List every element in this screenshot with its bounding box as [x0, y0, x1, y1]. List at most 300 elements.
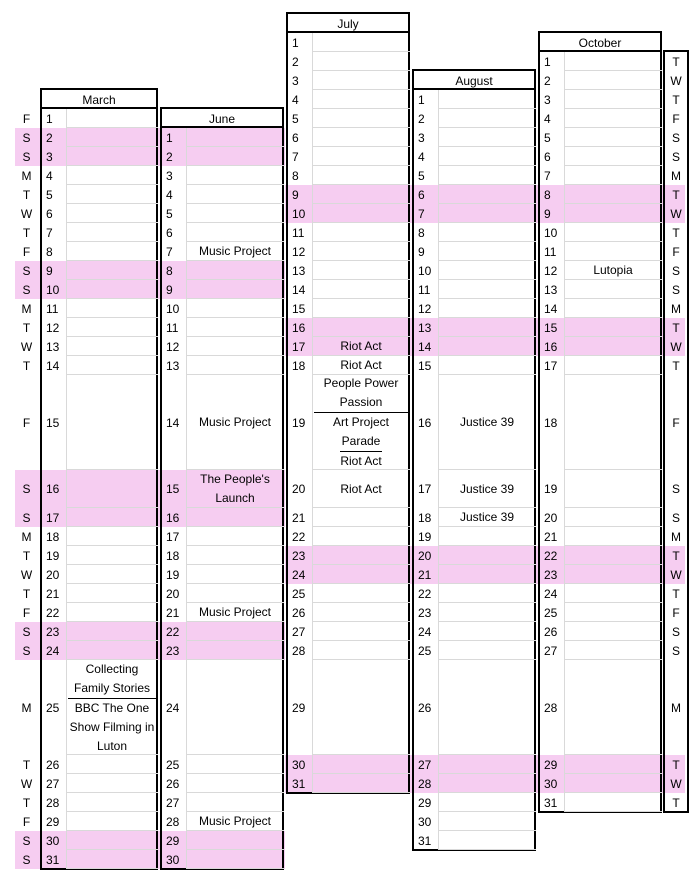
day-number-august: 6	[418, 187, 425, 202]
day-number-july: 31	[292, 776, 306, 791]
day-number-march: 5	[46, 187, 53, 202]
right-day-of-week: S	[671, 149, 680, 164]
day-number-june: 6	[166, 225, 173, 240]
day-number-july: 7	[292, 149, 299, 164]
row-gridline	[564, 222, 662, 223]
event-label: Justice 39	[459, 510, 515, 524]
row-gridline	[312, 165, 410, 166]
row-gridline	[186, 640, 284, 641]
day-number-august: 31	[418, 833, 432, 848]
month-separator	[438, 90, 439, 850]
event-label: Music Project	[198, 244, 272, 258]
left-day-of-week: S	[22, 482, 31, 496]
row-gridline	[312, 792, 410, 793]
row-gridline	[186, 184, 284, 185]
day-number-july: 6	[292, 130, 299, 145]
row-gridline	[438, 792, 536, 793]
row-gridline	[312, 89, 410, 90]
row-gridline	[438, 298, 536, 299]
row-gridline	[312, 279, 410, 280]
right-day-of-week: F	[672, 111, 680, 126]
row-gridline	[438, 184, 536, 185]
day-number-march: 1	[46, 111, 53, 126]
event-label: People Power Passion	[323, 376, 399, 409]
day-number-october: 22	[544, 548, 558, 563]
event-label: Justice 39	[459, 481, 515, 496]
row-gridline	[564, 184, 662, 185]
row-gridline	[66, 868, 158, 869]
day-number-october: 19	[544, 482, 558, 496]
day-number-august: 14	[418, 339, 432, 354]
left-day-of-week: M	[21, 301, 32, 316]
day-number-october: 20	[544, 510, 558, 525]
row-gridline	[66, 374, 158, 375]
event-cell-august-16[interactable]	[440, 375, 534, 470]
row-gridline	[438, 108, 536, 109]
row-gridline	[564, 754, 662, 755]
row-gridline	[312, 51, 410, 52]
day-number-july: 20	[292, 482, 306, 496]
day-number-june: 8	[166, 263, 173, 278]
day-number-october: 17	[544, 358, 558, 373]
row-gridline	[186, 165, 284, 166]
row-gridline	[438, 260, 536, 261]
event-label: Riot Act	[340, 358, 382, 372]
row-gridline	[564, 469, 662, 470]
day-number-march: 24	[46, 643, 60, 658]
event-label: BBC The One Show Filming in Luton	[68, 698, 156, 756]
row-gridline	[66, 811, 158, 812]
day-number-august: 27	[418, 757, 432, 772]
day-number-august: 4	[418, 149, 425, 164]
right-day-of-week: F	[672, 605, 680, 620]
day-number-june: 28	[166, 814, 180, 829]
row-gridline	[66, 640, 158, 641]
day-number-october: 15	[544, 320, 558, 335]
left-day-of-week: F	[22, 415, 31, 430]
month-header-october: October	[538, 31, 662, 52]
day-number-june: 19	[166, 567, 180, 582]
day-number-october: 1	[544, 54, 551, 69]
row-gridline	[438, 564, 536, 565]
day-number-june: 4	[166, 187, 173, 202]
day-number-june: 20	[166, 586, 180, 601]
event-cell-august-17[interactable]	[440, 470, 534, 508]
row-gridline	[66, 317, 158, 318]
day-number-october: 25	[544, 605, 558, 620]
row-gridline	[312, 298, 410, 299]
day-number-august: 9	[418, 244, 425, 259]
day-number-july: 5	[292, 111, 299, 126]
row-gridline	[438, 754, 536, 755]
day-number-march: 18	[46, 529, 60, 544]
day-number-august: 8	[418, 225, 425, 240]
left-day-of-week: S	[22, 130, 31, 145]
row-gridline	[438, 811, 536, 812]
event-label: Music Project	[198, 814, 272, 828]
day-number-june: 9	[166, 282, 173, 297]
row-gridline	[312, 184, 410, 185]
row-gridline	[438, 773, 536, 774]
day-number-june: 16	[166, 510, 180, 525]
row-gridline	[66, 773, 158, 774]
row-gridline	[438, 127, 536, 128]
row-gridline	[312, 640, 410, 641]
row-gridline	[564, 336, 662, 337]
day-number-march: 30	[46, 833, 60, 848]
left-day-of-week: T	[22, 187, 31, 202]
right-day-of-week: F	[672, 415, 680, 430]
day-number-august: 30	[418, 814, 432, 829]
row-gridline	[564, 545, 662, 546]
row-gridline	[66, 469, 158, 470]
day-number-october: 2	[544, 73, 551, 88]
row-gridline	[66, 564, 158, 565]
day-number-july: 2	[292, 54, 299, 69]
row-gridline	[438, 849, 536, 850]
row-gridline	[564, 165, 662, 166]
day-number-october: 21	[544, 529, 558, 544]
left-day-of-week: T	[22, 320, 31, 335]
day-number-march: 6	[46, 206, 53, 221]
row-gridline	[438, 602, 536, 603]
day-number-june: 21	[166, 605, 180, 620]
day-number-march: 23	[46, 624, 60, 639]
row-gridline	[66, 621, 158, 622]
left-day-of-week: W	[20, 776, 33, 791]
row-gridline	[564, 659, 662, 660]
left-day-of-week: S	[22, 282, 31, 297]
day-number-july: 12	[292, 244, 306, 259]
row-gridline	[186, 564, 284, 565]
day-number-october: 3	[544, 92, 551, 107]
row-gridline	[66, 260, 158, 261]
day-number-august: 7	[418, 206, 425, 221]
day-number-august: 15	[418, 358, 432, 373]
right-day-of-week: W	[670, 206, 682, 221]
day-number-october: 4	[544, 111, 551, 126]
day-number-june: 24	[166, 700, 180, 715]
left-day-of-week: T	[22, 548, 31, 563]
row-gridline	[564, 108, 662, 109]
day-number-july: 15	[292, 301, 306, 316]
day-number-october: 9	[544, 206, 551, 221]
row-gridline	[438, 621, 536, 622]
day-number-march: 21	[46, 586, 60, 601]
day-number-august: 21	[418, 567, 432, 582]
row-gridline	[66, 583, 158, 584]
left-day-of-week: S	[22, 263, 31, 278]
day-number-march: 3	[46, 149, 53, 164]
left-day-of-week: F	[22, 244, 31, 259]
row-gridline	[186, 868, 284, 869]
row-gridline	[66, 298, 158, 299]
row-gridline	[564, 298, 662, 299]
right-day-of-week: T	[672, 320, 680, 335]
event-label: The People's Launch	[200, 472, 270, 505]
event-label: Riot Act	[340, 481, 382, 496]
event-label: Art Project Parade	[314, 412, 408, 451]
row-gridline	[438, 659, 536, 660]
row-gridline	[66, 165, 158, 166]
day-number-july: 14	[292, 282, 306, 297]
row-gridline	[564, 621, 662, 622]
left-day-of-week: T	[22, 586, 31, 601]
day-number-june: 27	[166, 795, 180, 810]
day-number-june: 26	[166, 776, 180, 791]
day-number-july: 3	[292, 73, 299, 88]
day-number-august: 25	[418, 643, 432, 658]
row-gridline	[312, 108, 410, 109]
day-number-june: 22	[166, 624, 180, 639]
row-gridline	[312, 127, 410, 128]
day-number-march: 25	[46, 700, 60, 715]
left-day-of-week: T	[22, 358, 31, 373]
row-gridline	[312, 203, 410, 204]
day-number-july: 8	[292, 168, 299, 183]
row-gridline	[564, 640, 662, 641]
day-number-march: 4	[46, 168, 53, 183]
row-gridline	[186, 317, 284, 318]
row-gridline	[438, 640, 536, 641]
event-cell-august-18[interactable]	[440, 508, 534, 527]
row-gridline	[312, 241, 410, 242]
row-gridline	[564, 241, 662, 242]
row-gridline	[312, 773, 410, 774]
row-gridline	[186, 659, 284, 660]
event-label: Music Project	[198, 605, 272, 619]
day-number-october: 12	[544, 263, 558, 278]
month-separator	[186, 128, 187, 869]
event-cell-july-19[interactable]	[314, 375, 408, 470]
month-header-august: August	[412, 69, 536, 90]
day-number-october: 28	[544, 700, 558, 715]
row-gridline	[438, 165, 536, 166]
row-gridline	[564, 507, 662, 508]
row-gridline	[66, 792, 158, 793]
left-day-of-week: M	[21, 529, 32, 544]
day-number-june: 29	[166, 833, 180, 848]
day-number-october: 27	[544, 643, 558, 658]
day-number-july: 19	[292, 415, 306, 430]
month-header-march: March	[40, 88, 158, 109]
right-day-of-week: S	[671, 624, 680, 639]
right-day-of-week: W	[670, 339, 682, 354]
row-gridline	[186, 222, 284, 223]
day-number-june: 15	[166, 482, 180, 496]
day-number-october: 30	[544, 776, 558, 791]
event-cell-june-15[interactable]	[188, 470, 282, 508]
row-gridline	[564, 127, 662, 128]
event-label: Music Project	[198, 415, 272, 429]
right-day-of-week: M	[671, 529, 681, 544]
month-separator	[66, 109, 67, 869]
row-gridline	[564, 792, 662, 793]
left-day-of-week: T	[22, 225, 31, 240]
day-number-march: 27	[46, 776, 60, 791]
row-gridline	[438, 545, 536, 546]
row-gridline	[564, 583, 662, 584]
day-number-august: 13	[418, 320, 432, 335]
row-gridline	[312, 526, 410, 527]
day-number-june: 17	[166, 529, 180, 544]
right-day-of-week: T	[672, 187, 680, 202]
day-number-october: 6	[544, 149, 551, 164]
left-day-of-week: S	[22, 149, 31, 164]
event-cell-june-21[interactable]	[188, 603, 282, 622]
day-number-march: 9	[46, 263, 53, 278]
row-gridline	[438, 336, 536, 337]
event-cell-july-20[interactable]	[314, 470, 408, 508]
month-separator	[564, 52, 565, 812]
left-day-of-week: T	[22, 757, 31, 772]
row-gridline	[66, 336, 158, 337]
row-gridline	[186, 773, 284, 774]
event-cell-june-28[interactable]	[188, 812, 282, 831]
event-cell-march-25[interactable]	[68, 660, 156, 755]
row-gridline	[438, 317, 536, 318]
day-number-august: 19	[418, 529, 432, 544]
row-gridline	[312, 583, 410, 584]
day-number-march: 7	[46, 225, 53, 240]
day-number-october: 14	[544, 301, 558, 316]
row-gridline	[186, 355, 284, 356]
event-label: Lutopia	[593, 263, 633, 277]
event-label: Collecting Family Stories	[73, 661, 150, 695]
left-day-of-week: M	[21, 168, 32, 183]
day-number-june: 25	[166, 757, 180, 772]
day-number-july: 25	[292, 586, 306, 601]
day-number-march: 16	[46, 482, 60, 496]
day-number-july: 28	[292, 643, 306, 658]
day-number-june: 11	[166, 320, 179, 335]
left-day-of-week: W	[20, 339, 33, 354]
right-day-of-week: W	[670, 567, 682, 582]
day-number-june: 2	[166, 149, 173, 164]
day-number-october: 18	[544, 415, 558, 430]
left-day-of-week: F	[22, 605, 31, 620]
day-number-march: 26	[46, 757, 60, 772]
day-number-august: 10	[418, 263, 432, 278]
day-number-october: 13	[544, 282, 558, 297]
right-day-of-week: S	[671, 130, 680, 145]
row-gridline	[186, 298, 284, 299]
day-number-march: 29	[46, 814, 60, 829]
month-separator	[312, 33, 313, 793]
row-gridline	[186, 203, 284, 204]
row-gridline	[186, 545, 284, 546]
event-cell-june-14[interactable]	[188, 375, 282, 470]
day-number-october: 23	[544, 567, 558, 582]
row-gridline	[66, 507, 158, 508]
row-gridline	[564, 317, 662, 318]
day-number-march: 31	[46, 852, 60, 867]
day-number-june: 14	[166, 415, 180, 430]
right-day-of-week: T	[672, 54, 680, 69]
row-gridline	[186, 279, 284, 280]
row-gridline	[564, 773, 662, 774]
row-gridline	[564, 355, 662, 356]
right-day-of-week: T	[672, 757, 680, 772]
day-number-october: 31	[544, 795, 558, 810]
event-cell-july-17[interactable]	[314, 337, 408, 356]
right-day-of-week: F	[672, 244, 680, 259]
row-gridline	[186, 754, 284, 755]
left-day-of-week: S	[22, 510, 31, 525]
right-day-of-week: W	[670, 73, 682, 88]
event-cell-june-7[interactable]	[188, 242, 282, 261]
day-number-july: 30	[292, 757, 306, 772]
month-header-july: July	[286, 12, 410, 33]
row-gridline	[66, 830, 158, 831]
right-day-of-week: S	[671, 643, 680, 658]
day-number-august: 5	[418, 168, 425, 183]
left-day-of-week: S	[22, 833, 31, 848]
row-gridline	[66, 849, 158, 850]
row-gridline	[186, 792, 284, 793]
left-day-of-week: S	[22, 852, 31, 867]
day-number-july: 16	[292, 320, 306, 335]
day-number-july: 10	[292, 206, 306, 221]
day-number-august: 22	[418, 586, 432, 601]
left-day-of-week: T	[22, 795, 31, 810]
row-gridline	[438, 279, 536, 280]
day-number-july: 26	[292, 605, 306, 620]
day-number-july: 1	[292, 35, 299, 50]
day-number-august: 29	[418, 795, 432, 810]
day-number-june: 13	[166, 358, 180, 373]
event-label: Riot Act	[340, 451, 381, 471]
day-number-march: 28	[46, 795, 60, 810]
day-number-july: 24	[292, 567, 306, 582]
day-number-august: 26	[418, 700, 432, 715]
day-number-july: 11	[292, 225, 305, 240]
day-number-october: 8	[544, 187, 551, 202]
day-number-june: 18	[166, 548, 180, 563]
row-gridline	[564, 811, 662, 812]
day-number-july: 4	[292, 92, 299, 107]
event-cell-october-12[interactable]	[566, 261, 660, 280]
row-gridline	[66, 127, 158, 128]
row-gridline	[186, 336, 284, 337]
row-gridline	[186, 583, 284, 584]
row-gridline	[438, 241, 536, 242]
day-number-july: 29	[292, 700, 306, 715]
right-day-of-week: M	[671, 301, 681, 316]
right-day-of-week: S	[671, 282, 680, 297]
right-day-of-week: M	[671, 700, 681, 715]
day-number-june: 3	[166, 168, 173, 183]
day-number-august: 28	[418, 776, 432, 791]
row-gridline	[312, 621, 410, 622]
day-number-july: 21	[292, 510, 306, 525]
row-gridline	[312, 146, 410, 147]
row-gridline	[438, 222, 536, 223]
day-number-march: 20	[46, 567, 60, 582]
day-number-august: 2	[418, 111, 425, 126]
event-cell-july-18[interactable]	[314, 356, 408, 375]
row-gridline	[564, 526, 662, 527]
row-gridline	[66, 241, 158, 242]
day-number-march: 11	[46, 301, 59, 316]
left-day-of-week: F	[22, 814, 31, 829]
right-day-of-week: W	[670, 776, 682, 791]
right-day-of-week: S	[671, 263, 680, 278]
row-gridline	[438, 203, 536, 204]
row-gridline	[312, 317, 410, 318]
row-gridline	[66, 203, 158, 204]
day-number-august: 17	[418, 482, 432, 496]
